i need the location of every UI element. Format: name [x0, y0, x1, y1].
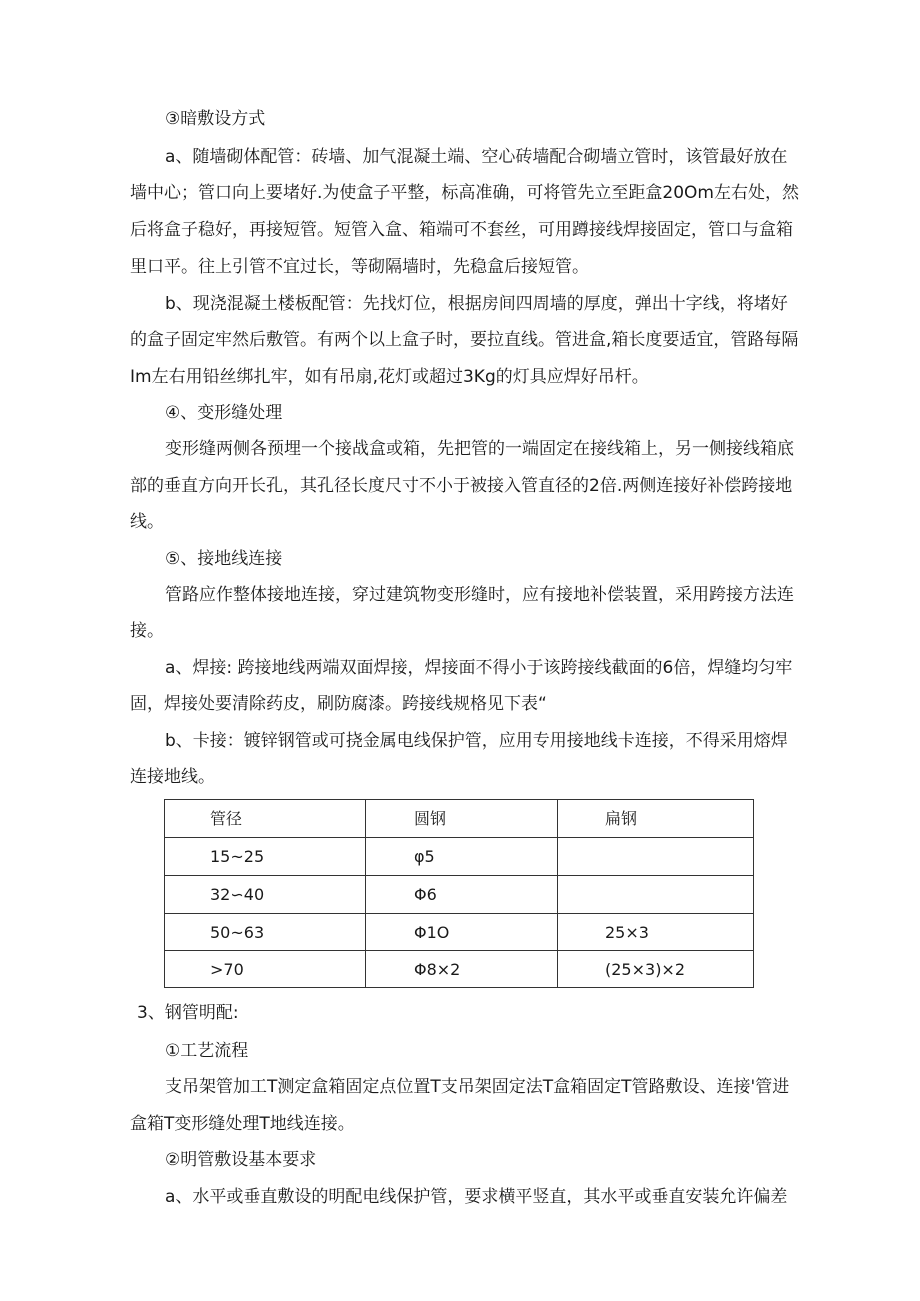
text-line: 部的垂直方向开长孔，其孔径长度尺寸不小于被接入管直径的2倍.两侧连接好补偿跨接地 — [130, 476, 793, 496]
text-line: 连接地线。 — [130, 767, 215, 787]
text-line: a、水平或垂直敷设的明配电线保护管，要求横平竖直，其水平或垂直安装允许偏差 — [165, 1187, 788, 1207]
table-header-row — [165, 800, 753, 838]
header-round-steel: 圆钢 — [414, 809, 447, 828]
heading-process-flow: ①工艺流程 — [165, 1041, 249, 1061]
text-line: b、卡接：镀锌钢管或可挠金属电线保护管，应用专用接地线卡连接，不得采用熔焊 — [165, 731, 788, 751]
text-line: 后将盒子稳好，再接短管。短管入盒、箱端可不套丝，可用蹲接线焊接固定，管口与盒箱 — [130, 220, 793, 240]
table-row — [165, 950, 753, 988]
table-cell: >70 — [210, 960, 244, 979]
text-line: 线。 — [130, 512, 164, 532]
text-line: b、现浇混凝土楼板配管：先找灯位，根据房间四周墙的厚度，弹出十字线，将堵好 — [165, 294, 788, 314]
text-line: 变形缝两侧各预埋一个接战盒或箱，先把管的一端固定在接线箱上，另一侧接线箱底 — [165, 439, 794, 459]
text-line: 固，焊接处要清除药皮，刷防腐漆。跨接线规格见下表“ — [130, 694, 547, 714]
table-cell: Φ8×2 — [414, 960, 461, 979]
text-line: a、随墙砌体配管：砖墙、加气混凝土端、空心砖墙配合砌墙立管时，该管最好放在 — [165, 147, 788, 167]
text-line: 里口平。往上引管不宜过长，等砌隔墙时，先稳盒后接短管。 — [130, 257, 589, 277]
text-line: 接。 — [130, 621, 164, 641]
table-cell: Φ1O — [414, 923, 450, 942]
text-line: 盒箱T变形缝处理T地线连接。 — [130, 1114, 355, 1134]
text-line: 支吊架管加工T测定盒箱固定点位置T支吊架固定法T盒箱固定T管路敷设、连接'管进 — [165, 1077, 790, 1097]
header-pipe-diameter: 管径 — [210, 809, 243, 828]
table-row — [165, 837, 753, 875]
heading-deformation-joint: ④、变形缝处理 — [165, 403, 283, 423]
section-heading-exposed-steel-pipe: 3、钢管明配: — [137, 1003, 239, 1023]
heading-concealed-laying: ③暗敷设方式 — [165, 109, 266, 129]
text-line: Im左右用铅丝绑扎牢，如有吊扇,花灯或超过3Kg的灯具应焊好吊杆。 — [130, 367, 649, 387]
header-flat-steel: 扁钢 — [605, 809, 638, 828]
text-line: 墙中心；管口向上要堵好.为使盒子平整，标高准确，可将管先立至距盒20Om左右处，然 — [130, 183, 799, 203]
table-cell: (25×3)×2 — [605, 960, 686, 979]
table-cell: φ5 — [414, 847, 435, 866]
text-line: 管路应作整体接地连接，穿过建筑物变形缝时，应有接地补偿装置，采用跨接方法连 — [165, 585, 794, 605]
table-cell: 25×3 — [605, 923, 649, 942]
table-cell: 32∽40 — [210, 885, 265, 904]
heading-ground-connection: ⑤、接地线连接 — [165, 549, 283, 569]
table-cell: Φ6 — [414, 885, 437, 904]
table-cell: 15~25 — [210, 847, 265, 866]
heading-basic-requirements: ②明管敷设基本要求 — [165, 1150, 317, 1170]
table-row — [165, 875, 753, 913]
table-row — [165, 913, 753, 951]
text-line: a、焊接: 跨接地线两端双面焊接，焊接面不得小于该跨接线截面的6倍，焊缝均匀牢 — [165, 658, 793, 678]
jumper-spec-table — [164, 799, 754, 988]
text-line: 的盒子固定牢然后敷管。有两个以上盒子时，要拉直线。管进盒,箱长度要适宜，管路每隔 — [130, 330, 799, 350]
table-cell: 50~63 — [210, 923, 265, 942]
